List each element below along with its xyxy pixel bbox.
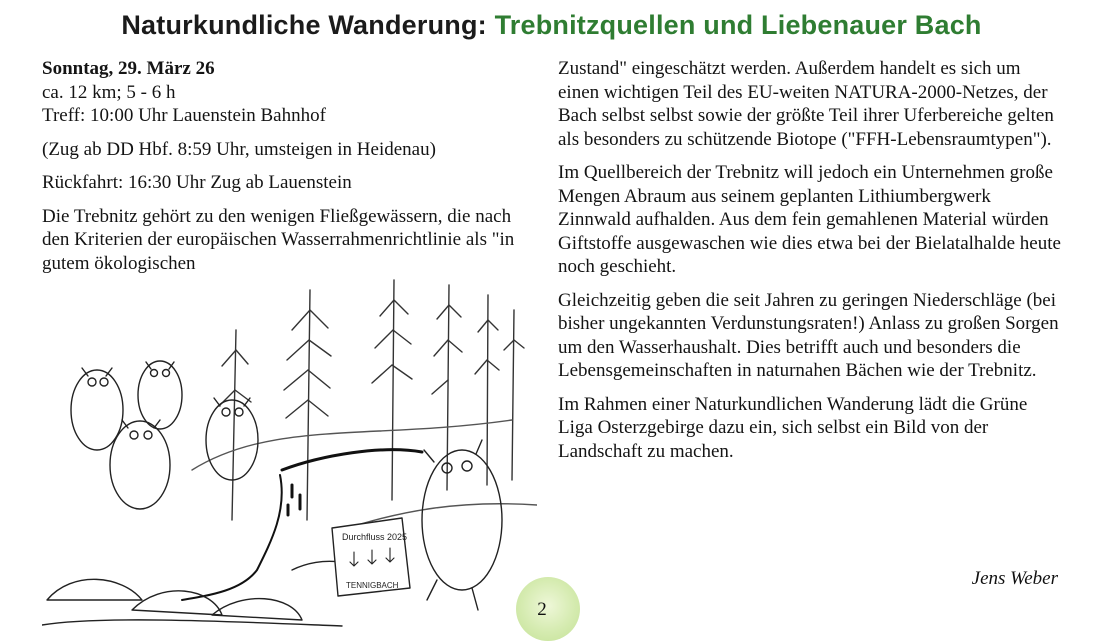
event-distance: ca. 12 km; 5 - 6 h xyxy=(42,81,176,103)
paragraph-drought: Gleichzeitig geben die seit Jahren zu geringen Niederschläge (bei bisher ungekannten Verdunstungsraten!) Anlass zu großen Sorgen um den Wasserhaushalt. Dies betrifft auch und besonders die Lebensgemeinschaften in naturnahen Bächen wie der Trebnitz. xyxy=(558,289,1059,381)
page-number: 2 xyxy=(537,599,547,620)
right-column xyxy=(558,57,1063,473)
sign-title: Durchfluss 2025 xyxy=(342,532,408,542)
title-highlight: Trebnitzquellen und Liebenauer Bach xyxy=(494,10,982,40)
owl-icon xyxy=(110,420,170,509)
owl-icon xyxy=(71,368,123,450)
event-meeting: Treff: 10:00 Uhr Lauenstein Bahnhof xyxy=(42,105,326,126)
left-column xyxy=(42,57,532,285)
owl-icon xyxy=(206,398,258,480)
event-return: Rückfahrt: 16:30 Uhr Zug ab Lauenstein xyxy=(42,172,352,193)
owl-illustration xyxy=(42,270,537,628)
owl-icon xyxy=(138,361,182,429)
intro-paragraph: Die Trebnitz gehört zu den wenigen Fließgewässern, die nach den Kriterien der europäischen Wasserrahmenrichtlinie als "in gutem ökologischen xyxy=(42,205,515,274)
title-main: Naturkundliche Wanderung: xyxy=(121,10,495,40)
page-title xyxy=(0,10,1103,41)
author-signature: Jens Weber xyxy=(971,568,1058,589)
paragraph-mining: Im Quellbereich der Trebnitz will jedoch ein Unternehmen große Mengen Abraum aus seinem geplanten Lithiumbergwerk Zinnwald aufhalden. Aus dem fein gemahlenen Material würden Giftstoffe ausgewaschen wie dies etwa bei der Bielatalhalde heute noch geschieht. xyxy=(558,162,1061,277)
discharge-sign xyxy=(332,518,410,596)
event-date: Sonntag, 29. März 26 xyxy=(42,58,215,79)
event-train: (Zug ab DD Hbf. 8:59 Uhr, umsteigen in Heidenau) xyxy=(42,138,436,160)
sign-caption: TENNIGBACH xyxy=(346,581,399,590)
paragraph-status: Zustand" eingeschätzt werden. Außerdem handelt es sich um einen wichtigen Teil des EU-weiten NATURA-2000-Netzes, der Bach selbst selbst sowie der größte Teil ihrer Uferbereiche gelten als besonders zu schützende Biotope ("FFH-Lebensraumtypen"). xyxy=(558,58,1054,150)
tree-icon xyxy=(219,280,524,520)
paragraph-invitation: Im Rahmen einer Naturkundlichen Wanderung lädt die Grüne Liga Osterzgebirge dazu ein, sich selbst ein Bild von der Landschaft zu machen. xyxy=(558,393,1028,462)
owl-icon xyxy=(422,440,502,610)
